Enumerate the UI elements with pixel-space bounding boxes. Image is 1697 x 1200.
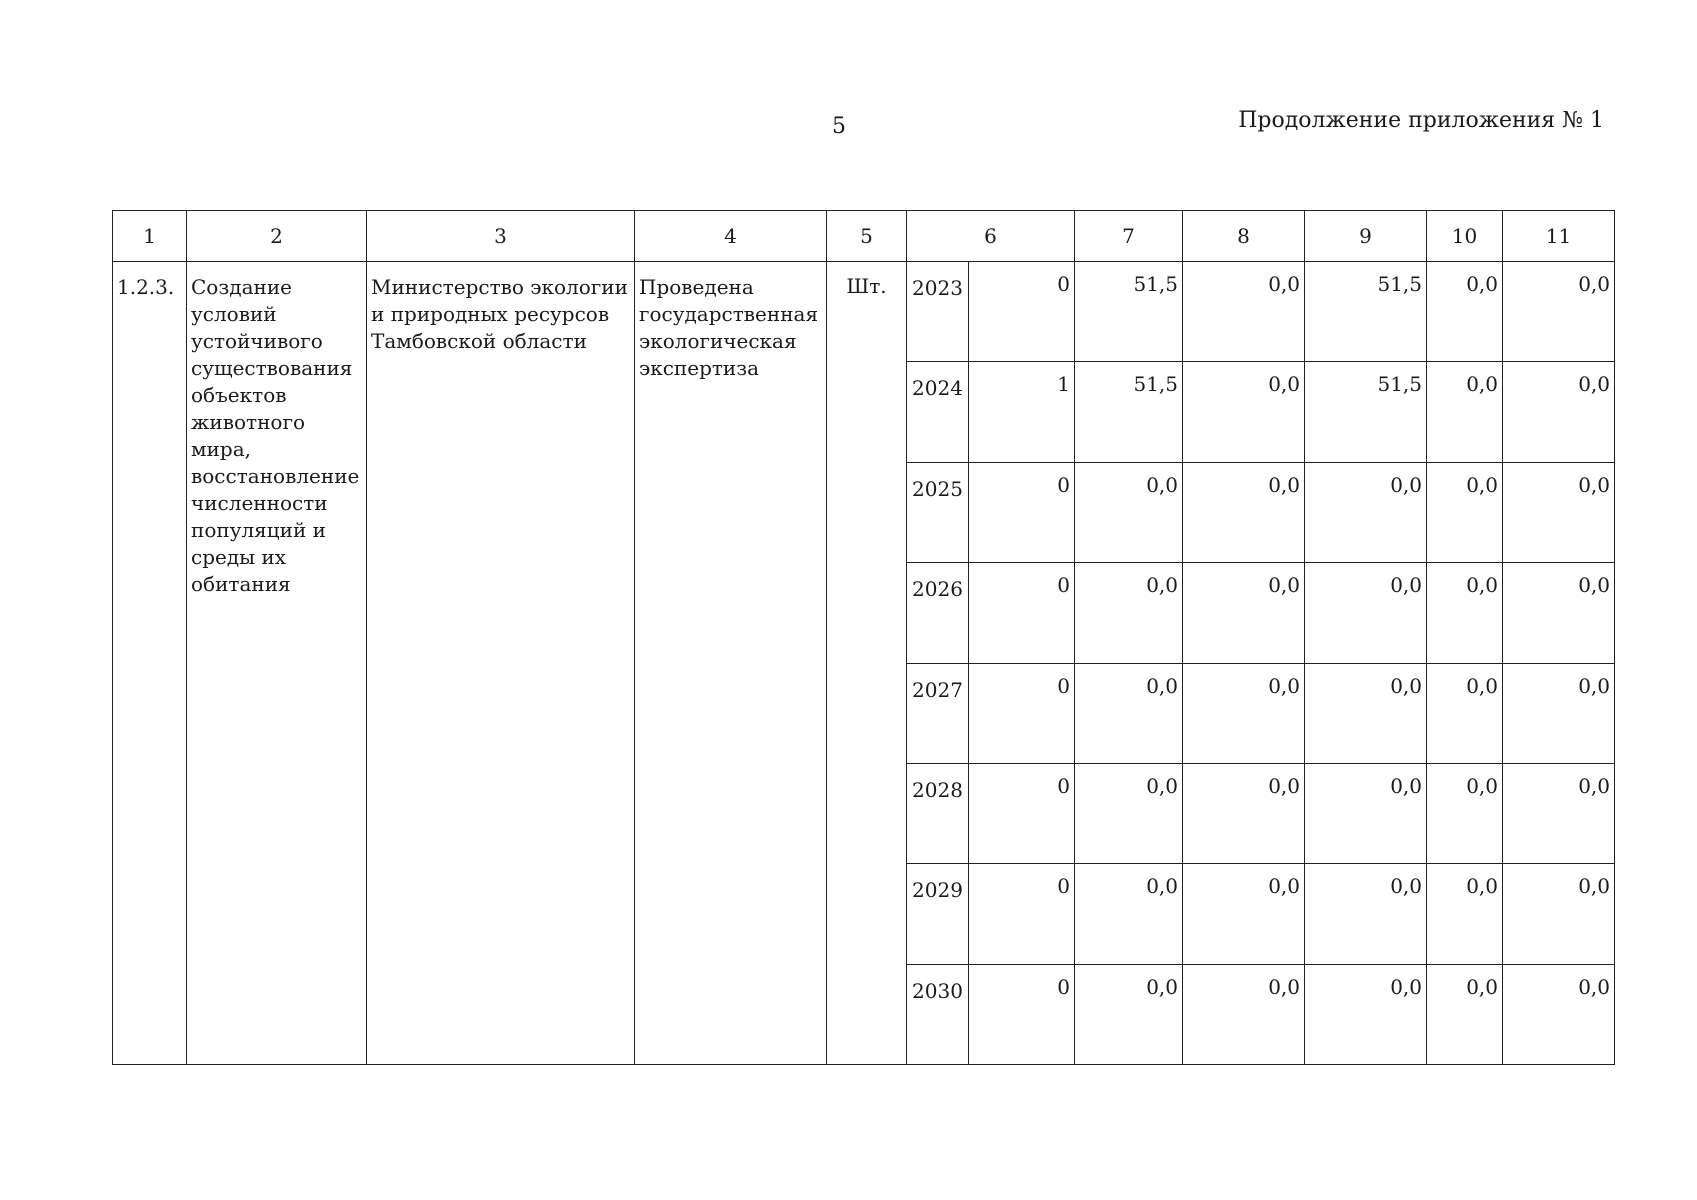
col7-cell: 0,0 xyxy=(1075,462,1183,562)
header-cell: 11 xyxy=(1503,211,1615,262)
col8-cell: 0,0 xyxy=(1183,362,1305,462)
page-number: 5 xyxy=(832,114,846,139)
col11-cell: 0,0 xyxy=(1503,563,1615,663)
table-row xyxy=(113,262,1615,362)
col11-cell: 0,0 xyxy=(1503,763,1615,863)
result-cell xyxy=(635,262,827,1065)
col9-cell: 0,0 xyxy=(1305,964,1427,1064)
header-cell: 7 xyxy=(1075,211,1183,262)
col7-cell: 51,5 xyxy=(1075,262,1183,362)
header-cell: 1 xyxy=(113,211,187,262)
col8-cell: 0,0 xyxy=(1183,663,1305,763)
header-cell: 9 xyxy=(1305,211,1427,262)
year-cell: 2023 xyxy=(907,262,969,362)
col7-cell: 0,0 xyxy=(1075,864,1183,964)
col9-cell: 0,0 xyxy=(1305,864,1427,964)
col11-cell: 0,0 xyxy=(1503,663,1615,763)
col10-cell: 0,0 xyxy=(1427,763,1503,863)
col8-cell: 0,0 xyxy=(1183,563,1305,663)
qty-cell: 1 xyxy=(969,362,1075,462)
col10-cell: 0,0 xyxy=(1427,362,1503,462)
col10-cell: 0,0 xyxy=(1427,964,1503,1064)
qty-cell: 0 xyxy=(969,864,1075,964)
col8-cell: 0,0 xyxy=(1183,864,1305,964)
header-cell: 5 xyxy=(827,211,907,262)
col9-cell: 0,0 xyxy=(1305,563,1427,663)
header-row xyxy=(113,211,1615,262)
col8-cell: 0,0 xyxy=(1183,964,1305,1064)
qty-cell: 0 xyxy=(969,462,1075,562)
col9-cell: 0,0 xyxy=(1305,663,1427,763)
col11-cell: 0,0 xyxy=(1503,362,1615,462)
item-name-cell xyxy=(187,262,367,1065)
col10-cell: 0,0 xyxy=(1427,864,1503,964)
header-cell: 8 xyxy=(1183,211,1305,262)
col9-cell: 51,5 xyxy=(1305,262,1427,362)
unit: Шт. xyxy=(846,274,887,298)
budget-table xyxy=(112,210,1615,1065)
col10-cell: 0,0 xyxy=(1427,563,1503,663)
col10-cell: 0,0 xyxy=(1427,262,1503,362)
year-cell: 2025 xyxy=(907,462,969,562)
col11-cell: 0,0 xyxy=(1503,462,1615,562)
unit-cell xyxy=(827,262,907,1065)
result: Проведена государственная экологическая экспертиза xyxy=(639,275,819,380)
appendix-continuation-label: Продолжение приложения № 1 xyxy=(1238,108,1604,133)
executor-cell xyxy=(367,262,635,1065)
header-cell: 10 xyxy=(1427,211,1503,262)
qty-cell: 0 xyxy=(969,763,1075,863)
item-code: 1.2.3. xyxy=(117,275,175,299)
year-cell: 2029 xyxy=(907,864,969,964)
col11-cell: 0,0 xyxy=(1503,864,1615,964)
col8-cell: 0,0 xyxy=(1183,462,1305,562)
item-name: Создание условий устойчивого существования объектов животного мира, восстановление численности популяций и среды их обитания xyxy=(191,275,360,596)
col10-cell: 0,0 xyxy=(1427,663,1503,763)
item-code-cell xyxy=(113,262,187,1065)
qty-cell: 0 xyxy=(969,964,1075,1064)
header-cell: 6 xyxy=(907,211,1075,262)
col9-cell: 0,0 xyxy=(1305,763,1427,863)
year-cell: 2026 xyxy=(907,563,969,663)
col7-cell: 0,0 xyxy=(1075,663,1183,763)
col7-cell: 51,5 xyxy=(1075,362,1183,462)
col7-cell: 0,0 xyxy=(1075,563,1183,663)
qty-cell: 0 xyxy=(969,563,1075,663)
col9-cell: 51,5 xyxy=(1305,362,1427,462)
year-cell: 2030 xyxy=(907,964,969,1064)
year-cell: 2028 xyxy=(907,763,969,863)
col10-cell: 0,0 xyxy=(1427,462,1503,562)
qty-cell: 0 xyxy=(969,663,1075,763)
col7-cell: 0,0 xyxy=(1075,964,1183,1064)
col8-cell: 0,0 xyxy=(1183,763,1305,863)
header-cell: 2 xyxy=(187,211,367,262)
header-cell: 3 xyxy=(367,211,635,262)
year-cell: 2027 xyxy=(907,663,969,763)
col8-cell: 0,0 xyxy=(1183,262,1305,362)
year-cell: 2024 xyxy=(907,362,969,462)
col11-cell: 0,0 xyxy=(1503,964,1615,1064)
col11-cell: 0,0 xyxy=(1503,262,1615,362)
executor: Министерство экологии и природных ресурсов Тамбовской области xyxy=(371,275,628,353)
col9-cell: 0,0 xyxy=(1305,462,1427,562)
qty-cell: 0 xyxy=(969,262,1075,362)
header-cell: 4 xyxy=(635,211,827,262)
col7-cell: 0,0 xyxy=(1075,763,1183,863)
